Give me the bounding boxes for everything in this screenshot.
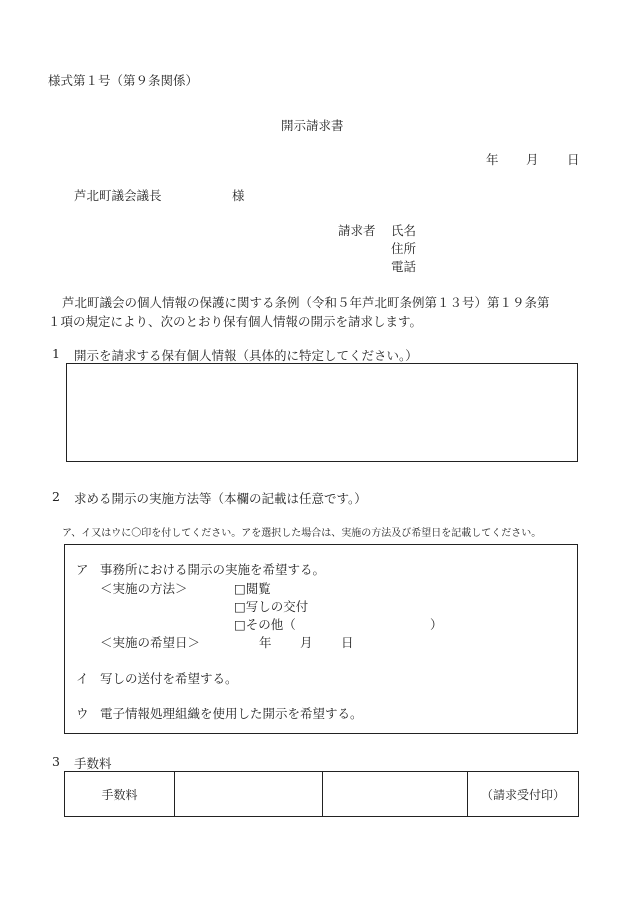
fee-label-cell: 手数料 <box>65 772 175 817</box>
section2-number: 2 <box>52 489 60 504</box>
section2-heading: 求める開示の実施方法等（本欄の記載は任意です。） <box>74 491 367 506</box>
method-label: ＜実施の方法＞ <box>100 581 188 596</box>
option-a-text: 事務所における開示の実施を希望する。 <box>100 562 326 577</box>
option-i-text: 写しの送付を希望する。 <box>100 671 238 686</box>
option-u-mark[interactable]: ウ <box>76 706 89 721</box>
checkbox-view[interactable]: □閲覧 <box>234 581 271 596</box>
date-day-label: 日 <box>567 152 580 167</box>
date-year-label: 年 <box>486 152 499 167</box>
section1-number: 1 <box>52 346 60 361</box>
addressee-name: 芦北町議会議長 <box>74 188 162 203</box>
checkbox-other[interactable]: □その他（ <box>234 617 296 632</box>
fee-table <box>64 771 579 817</box>
intro-text-line1: 芦北町議会の個人情報の保護に関する条例（令和５年芦北町条例第１３号）第１９条第 <box>62 295 550 310</box>
preferred-date-month: 月 <box>300 635 313 650</box>
requester-phone-label: 電話 <box>391 259 417 274</box>
preferred-date-label: ＜実施の希望日＞ <box>100 635 201 650</box>
section3-number: 3 <box>52 754 60 769</box>
section2-note: ア、イ又はウに〇印を付してください。アを選択した場合は、実施の方法及び希望日を記載してください。 <box>62 528 542 539</box>
intro-text-line2: １項の規定により、次のとおり保有個人情報の開示を請求します。 <box>48 314 423 329</box>
disclosure-method-box <box>64 544 578 734</box>
section1-heading: 開示を請求する保有個人情報（具体的に特定してください。） <box>74 348 418 363</box>
checkbox-other-close: ） <box>430 617 443 632</box>
option-u-text: 電子情報処理組織を使用した開示を希望する。 <box>100 706 363 721</box>
preferred-date-day: 日 <box>341 635 354 650</box>
requester-name-label: 氏名 <box>391 223 417 238</box>
fee-extra-cell[interactable] <box>323 772 468 817</box>
date-month-label: 月 <box>526 152 539 167</box>
preferred-date-year: 年 <box>259 635 272 650</box>
checkbox-copy[interactable]: □写しの交付 <box>234 599 309 614</box>
requester-label: 請求者 <box>338 223 376 238</box>
document-title: 開示請求書 <box>281 118 344 133</box>
addressee-honorific: 様 <box>232 188 245 203</box>
requester-address-label: 住所 <box>391 241 417 256</box>
requested-info-box[interactable] <box>66 363 578 462</box>
reception-stamp-cell: （請求受付印） <box>468 772 579 817</box>
option-a-mark[interactable]: ア <box>76 562 89 577</box>
option-i-mark[interactable]: イ <box>76 671 89 686</box>
fee-amount-cell[interactable] <box>175 772 323 817</box>
section3-heading: 手数料 <box>74 756 112 771</box>
form-number: 様式第１号（第９条関係） <box>48 73 199 88</box>
